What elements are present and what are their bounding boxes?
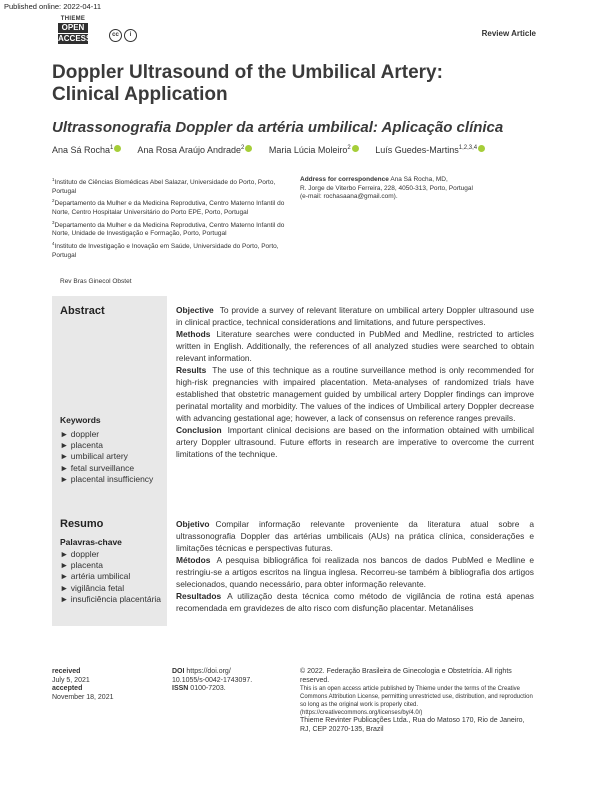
orcid-icon[interactable] [352,145,359,152]
abstract-body [176,304,534,460]
thieme-open-access-logo [52,16,94,44]
affiliation: $^2$Departamento da Mulher e da Medicina Reprodutiva, Centro Materno Infantil do Norte, Centro Hospitalar Universitário do Porto EPE, Porto, Portugal [52,198,285,217]
palavras-chave-list [60,549,165,605]
affiliation: $^4$Instituto de Investigação e Inovação em Saúde, Universidade do Porto, Porto, Portugal [52,241,279,259]
orcid-icon[interactable] [245,145,252,152]
logo-line2: OPEN [58,23,88,33]
abstract-section: Objective To provide a survey of relevant literature on umbilical artery Doppler ultrasound use in clinical practice, technical considerations and limitations, and future perspectives. [176,305,534,327]
affiliation: $^3$Departamento da Mulher e da Medicina Reprodutiva, Centro Materno Infantil do Norte, Unidade de Investigação e Formação, Porto, Portugal [52,219,285,238]
abstract-section: Results The use of this technique as a routine surveillance method is only recommended for high-risk pregnancies with impaired placentation. Meta-analyses of randomized trials have established that obstetric management guided by umbilical artery Doppler findings can improve perinatal mortality and morbidity. The values of the indices of Umbilical artery Doppler decrease with advancing gestational age; however, a lack of consensus on reference ranges prevails. [176,365,534,423]
issn-label: ISSN [172,685,189,693]
cc-icon: cc [109,29,122,42]
doi-link[interactable]: https://doi.org/ [186,668,231,675]
palavras-chave-heading: Palavras-chave [60,537,122,547]
dates-block [52,668,172,702]
keyword-item[interactable]: ► umbilical artery [60,451,128,462]
journal-reference: Rev Bras Ginecol Obstet [60,278,132,285]
doi-value[interactable]: 10.1055/s-0042-1743097. [172,676,253,684]
author[interactable]: Ana Rosa Araújo Andrade$^2$ [137,145,252,155]
abstract-section: Methods Literature searches were conducted in PubMed and Medline, restricted to articles written in English. Additionally, the references of all analyzed studies were searched to obtain relevant information. [176,329,534,363]
abstract-heading: Abstract [60,305,105,317]
resumo-heading: Resumo [60,518,104,530]
logo-line1: THIEME [60,16,86,22]
orcid-icon[interactable] [478,145,485,152]
portuguese-title: Ultrassonografia Doppler da artéria umbilical: Aplicação clínica [52,119,504,136]
keyword-item[interactable]: ► placenta [60,440,103,451]
title-line2: Clinical Application [52,84,228,105]
affiliations [52,176,292,261]
received-date: July 5, 2021 [52,676,90,684]
copyright-block [300,668,535,734]
license-text: This is an open access article published by Thieme under the terms of the Creative Commons Attribution License, permitting unrestricted use, distribution, and reproduction so long as the original work is properly cited. (https://creativecommons.org/licenses/by/4.0/) [300,686,533,717]
publisher-address: Thieme Revinter Publicações Ltda., Rua do Matoso 170, Rio de Janeiro, RJ, CEP 20270-135, Brazil [300,717,525,733]
correspondence-address: Address for correspondence Ana Sá Rocha, MD, R. Jorge de Viterbo Ferreira, 228, 4050-313, Porto, Portugal (e-mail: rochasaana@gmail.com). [300,176,540,202]
author[interactable]: Ana Sá Rocha$^1$ [52,145,121,155]
keyword-item[interactable]: ► doppler [60,549,100,559]
received-label: received [52,668,81,675]
author-list [52,145,592,155]
article-title [52,62,512,106]
doi-block: DOI https://doi.org/ 10.1055/s-0042-1743097. ISSN 0100-7203. [172,668,292,694]
resumo-section: Métodos A pesquisa bibliográfica foi realizada nos bancos de dados PubMed e Medline e restringiu-se a artigos escritos na língua inglesa. Recorreu-se também à bibliografia dos artigos selecionados, quando necessário, para obter informação relevante. [176,555,534,589]
keyword-item[interactable]: ► artéria umbilical [60,571,131,582]
author[interactable]: Luís Guedes-Martins$^{1,2,3,4}$ [375,145,485,155]
copyright-line: © 2022. Federação Brasileira de Ginecologia e Obstetrícia. All rights reserved. [300,668,512,684]
resumo-body [176,518,534,614]
accepted-date: November 18, 2021 [52,693,114,701]
keywords-list [60,429,165,485]
article-type: Review Article [481,29,536,38]
title-line1: Doppler Ultrasound of the Umbilical Artery: [52,62,443,83]
abstract-section: Conclusion Important clinical decisions are based on the information obtained with umbilical artery Doppler ultrasound. Future efforts in research are imperative to overcome the current limitations of the technique. [176,425,534,459]
published-date: Published online: 2022-04-11 [4,2,102,11]
correspondence-label: Address for correspondence [300,176,389,183]
doi-label: DOI [172,668,185,675]
keyword-item[interactable]: ► placenta [60,560,103,571]
keyword-item[interactable]: ► fetal surveillance [60,462,135,473]
keyword-item[interactable]: ► placental insufficiency [60,473,154,484]
keyword-item[interactable]: ► vigilância fetal [60,582,125,593]
keyword-item[interactable]: ► doppler [60,429,100,439]
resumo-section: Objetivo Compilar informação relevante proveniente da literatura atual sobre a ultrassonografia Doppler das artérias umbilicais (AUs) na prática clínica, considerações e limitações técnicas e perspectivas futuras. [176,519,534,553]
by-icon: i [124,29,137,42]
orcid-icon[interactable] [114,145,121,152]
keywords-heading: Keywords [60,415,101,425]
author[interactable]: Maria Lúcia Moleiro$^2$ [269,145,359,155]
keyword-item[interactable]: ► insuficiência placentária [60,593,162,604]
logo-line3: ACCESS [58,34,92,43]
resumo-section: Resultados A utilização desta técnica como método de vigilância de rotina está apenas recomendada em gravidezes de alto risco com disfunção placentar. Metanálises [176,591,534,613]
accepted-label: accepted [52,685,83,693]
cc-license-icon [109,23,149,36]
correspondence-email[interactable]: (e-mail: rochasaana@gmail.com). [300,193,398,201]
affiliation: $^1$Instituto de Ciências Biomédicas Abel Salazar, Universidade do Porto, Porto, Portugal [52,177,276,195]
